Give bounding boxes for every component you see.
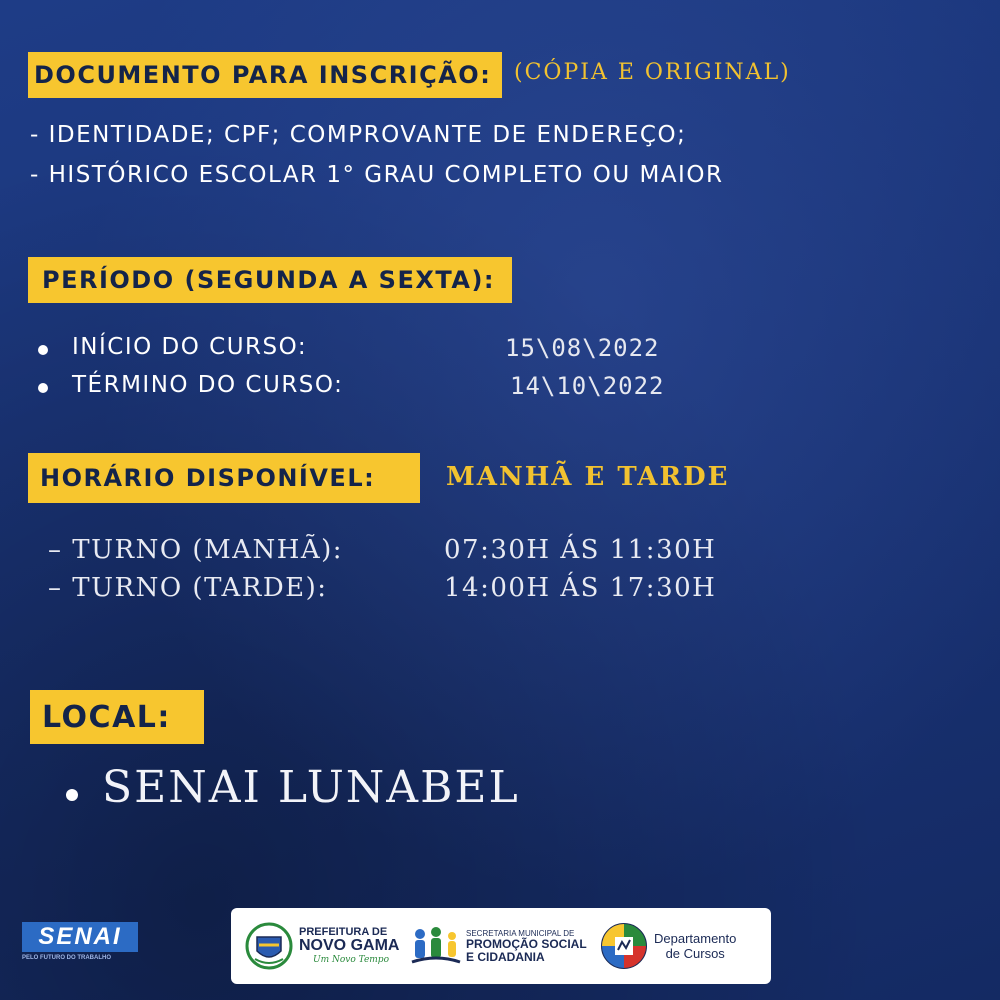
shift-morning-time: 07:30H ÁS 11:30H xyxy=(444,535,717,565)
schedule-heading-text: HORÁRIO DISPONÍVEL: xyxy=(40,464,376,492)
secretaria-line2: PROMOÇÃO SOCIAL xyxy=(466,936,587,951)
prefeitura-line1: PREFEITURA DE xyxy=(299,925,388,938)
schedule-value: MANHÃ E TARDE xyxy=(446,462,730,492)
senai-tagline: PELO FUTURO DO TRABALHO xyxy=(22,955,111,961)
period-heading-text: PERÍODO (SEGUNDA A SEXTA): xyxy=(42,266,496,294)
senai-logo-mark: SENAI xyxy=(22,922,138,952)
documents-line: - IDENTIDADE; CPF; COMPROVANTE DE ENDEREÇO; xyxy=(30,122,687,148)
location-heading xyxy=(30,690,204,744)
partner-logos xyxy=(231,908,771,984)
departamento-line2: de Cursos xyxy=(665,946,725,961)
period-heading xyxy=(28,257,512,303)
period-start-value: 15\08\2022 xyxy=(505,334,660,362)
secretaria-line1: SECRETARIA MUNICIPAL DE xyxy=(466,928,575,938)
senai-logo xyxy=(22,922,142,968)
documents-note: (CÓPIA E ORIGINAL) xyxy=(514,60,791,85)
prefeitura-slogan: Um Novo Tempo xyxy=(313,955,389,966)
prefeitura-logo xyxy=(245,921,410,971)
period-end-label: TÉRMINO DO CURSO: xyxy=(72,372,344,398)
location-heading-text: LOCAL: xyxy=(42,699,171,735)
shift-morning-label: – TURNO (MANHÃ): xyxy=(48,535,344,565)
period-start-label: INÍCIO DO CURSO: xyxy=(72,334,308,360)
prefeitura-line2: NOVO GAMA xyxy=(299,937,400,955)
bullet-icon xyxy=(66,789,78,801)
department-icon xyxy=(600,922,648,970)
shift-afternoon-label: – TURNO (TARDE): xyxy=(48,573,328,603)
coat-of-arms-icon xyxy=(245,921,293,971)
documents-line: - HISTÓRICO ESCOLAR 1° GRAU COMPLETO OU MAIOR xyxy=(30,162,724,188)
documents-heading-text: DOCUMENTO PARA INSCRIÇÃO: xyxy=(34,61,492,89)
shift-afternoon-time: 14:00H ÁS 17:30H xyxy=(444,573,717,603)
period-end-value: 14\10\2022 xyxy=(510,372,665,400)
bullet-icon xyxy=(38,345,48,355)
family-icon xyxy=(410,924,462,968)
bullet-icon xyxy=(38,383,48,393)
departamento-line1: Departamento xyxy=(654,931,737,946)
secretaria-logo xyxy=(410,924,600,968)
location-place: SENAI LUNABEL xyxy=(102,762,520,813)
secretaria-line3: E CIDADANIA xyxy=(466,949,545,964)
departamento-logo xyxy=(600,922,760,970)
documents-heading xyxy=(28,52,502,98)
schedule-heading xyxy=(28,453,420,503)
